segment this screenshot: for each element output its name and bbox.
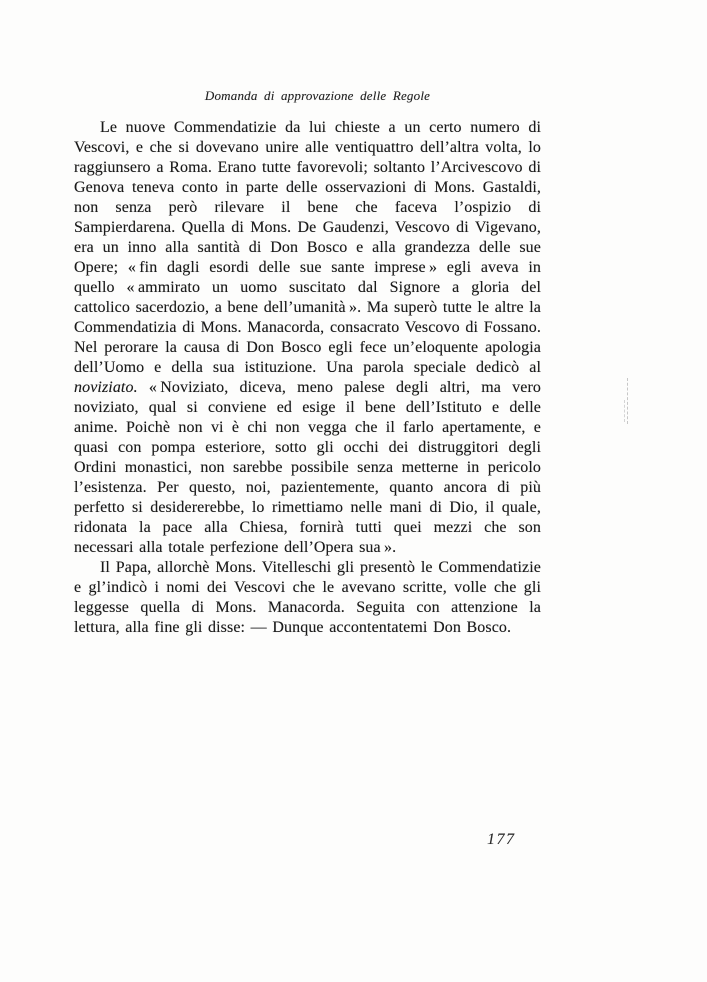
text-block	[74, 118, 541, 638]
scan-artifact-dashed-line	[627, 378, 628, 424]
scan-artifact-dashed-line	[624, 400, 625, 422]
paragraph-1	[74, 118, 541, 558]
emphasized-text: noviziato.	[74, 379, 138, 396]
text-segment: « Noviziato, diceva, meno palese degli altri, ma vero noviziato, qual si conviene ed esige il bene dell’Istituto e delle anime. Poichè non vi è chi non vegga che il farlo apertamente, e quasi con pompa esteriore, sotto gli occhi dei distruggitori degli Ordini monastici, non sarebbe possibile senza metterne in pericolo l’esistenza. Per questo, noi, pazientemente, quanto ancora di più perfetto si desidererebbe, lo rimettiamo nelle mani di Dio, il quale, ridonata la pace alla Chiesa, fornirà tutti quei mezzi che son necessari alla totale perfezione dell’Opera sua ».	[74, 379, 541, 556]
running-header: Domanda di approvazione delle Regole	[204, 88, 431, 103]
text-segment: Il Papa, allorchè Mons. Vitelleschi gli presentò le Commendatizie e gl’indicò i nomi dei Vescovi che le avevano scritte, volle che gli leggesse quella di Mons. Manacorda. Seguita con attenzione la lettura, alla fine gli disse: — Dunque accontentatemi Don Bosco.	[74, 559, 541, 636]
text-segment: Le nuove Commendatizie da lui chieste a un certo numero di Vescovi, e che si dovevano unire alle ventiquattro dell’altra volta, lo raggiunsero a Roma. Erano tutte favorevoli; soltanto l’Arcivescovo di Genova teneva conto in parte delle osservazioni di Mons. Gastaldi, non senza però rilevare il bene che faceva l’ospizio di Sampierdarena. Quella di Mons. De Gaudenzi, Vescovo di Vigevano, era un inno alla santità di Don Bosco e alla grandezza delle sue Opere; « fin dagli esordi delle sue sante imprese » egli aveva in quello « ammirato un uomo suscitato dal Signore a gloria del cattolico sacerdozio, a bene dell’umanità ». Ma superò tutte le altre la Commendatizia di Mons. Manacorda, consacrato Vescovo di Fossano. Nel perorare la causa di Don Bosco egli fece un’eloquente apologia dell’Uomo e della sua istituzione. Una parola speciale dedicò al	[74, 119, 541, 376]
paragraph-2	[74, 558, 541, 638]
page-number: 177	[487, 831, 516, 848]
